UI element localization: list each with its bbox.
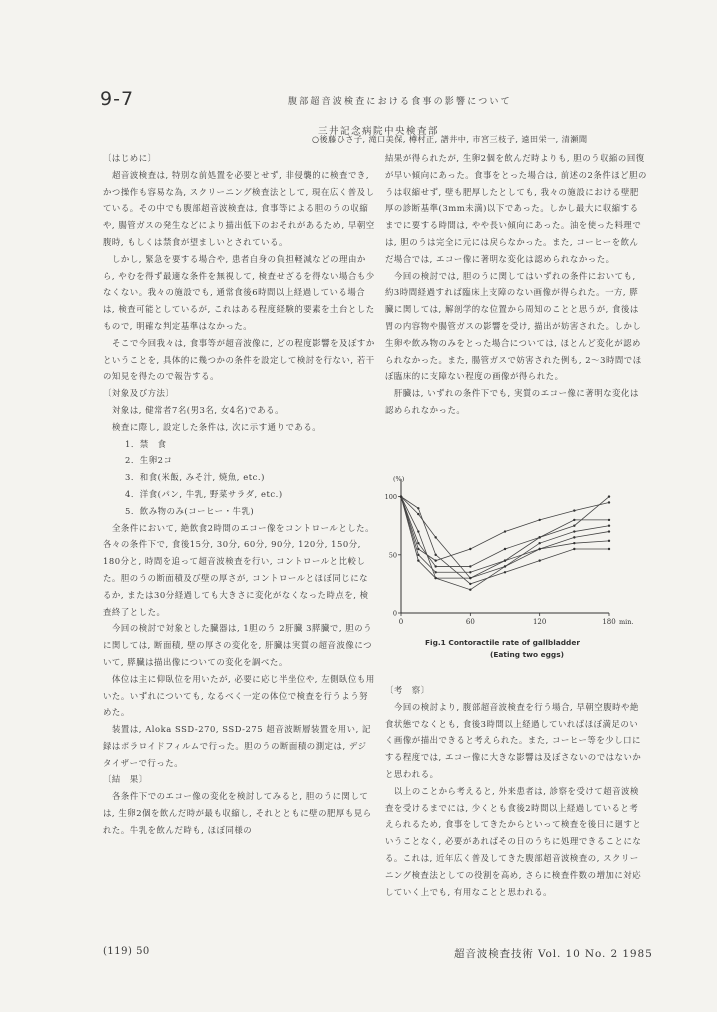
paragraph: 各条件下でのエコー像の変化を検討してみると, 胆のうに関しては, 生卵2個を飲んだ時が最も収縮し, それとともに壁の肥厚も見られた。牛乳を飲んだ時も, ほぼ同様の [103,791,372,835]
data-point [469,577,471,579]
right-column-bottom [385,682,647,900]
data-point [608,501,610,503]
data-point [573,519,575,521]
data-point [608,495,610,497]
y-axis-label: (%) [393,475,405,483]
data-point [504,565,506,567]
section-code: 9-7 [100,88,135,110]
data-point [417,554,419,556]
data-point [538,536,540,538]
data-point [573,530,575,532]
data-point [469,589,471,591]
data-point [504,571,506,573]
paragraph: 今回の検討より, 腹部超音波検査を行う場合, 早朝空腹時や絶食状態でなくとも, 食後3時間以上経過していればほぼ満足のいく画像が描出できると考えられた。また, コーヒー等を少し口にする程度では, エコー像に大きな影響は及ぼさないのではないかと思われる。 [385,701,642,779]
section-heading: 〔結 果〕 [103,774,148,785]
author-list: ○後藤ひさ子, 滝口美保, 樽村正, 譜井中, 市宮三枝子, 遠田栄一, 清瀬聞 [312,134,588,144]
data-point [538,542,540,544]
data-point [434,536,436,538]
affiliation: 三井記念病院中央検査部 [318,126,440,137]
x-tick-label: 60 [465,618,475,626]
paper-title: 腹部超音波検査における食事の影響について [288,97,512,107]
right-column-top [385,150,647,419]
gallbladder-figure [385,465,647,675]
data-point [434,577,436,579]
data-point [608,519,610,521]
paragraph: 全条件において, 絶飲食2時間のエコー像をコントロールとした。各々の条件下で, 食後15分, 30分, 60分, 90分, 120分, 150分, 180分と, 時間を追って超音波検査を行い, コントロールと比較した。胆のうの断面積及び壁の厚さが, コントロールとほぼ同じになるか, または30分経過しても大きさに変化がなくなった時点を, 検査終了とした。 [103,522,375,617]
data-point [573,542,575,544]
data-point [504,548,506,550]
data-point [417,542,419,544]
paragraph: 体位は主に仰臥位を用いたが, 必要に応じ半坐位や, 左側臥位も用いた。いずれについても, なるべく一定の体位で検査を行うよう努めた。 [103,673,375,718]
paragraph: 超音波検査は, 特別な前処置を必要とせず, 非侵襲的に検査でき, かつ操作も容易な為, スクリーニング検査法として, 現在広く普及している。その中でも腹部超音波検査は, 食事等による胆のうの収縮や, 腸管ガスの発生などにより描出低下のおそれがあるため, 早朝空腹時, もしくは禁食が望ましいとされている。 [103,169,375,247]
data-point [417,530,419,532]
x-tick-label: 0 [398,618,404,626]
page-number: (119) 50 [103,946,150,957]
data-point [608,540,610,542]
data-point [469,548,471,550]
y-tick-label: 0 [392,609,397,618]
section-heading: 〔対象及び方法〕 [103,388,175,399]
list-item: 4．洋食(パン, 牛乳, 野菜サラダ, etc.) [125,488,283,499]
data-point [434,559,436,561]
chart-text [385,475,634,659]
data-point [538,519,540,521]
left-column [103,150,375,839]
x-axis-label: min. [619,618,634,626]
series-line [401,497,609,590]
paragraph: 検査に際し, 設定した条件は, 次に示す通りである。 [112,421,322,432]
data-point [417,513,419,515]
list-item: 1．禁 食 [125,438,167,449]
chart-series [400,495,610,590]
data-point [608,530,610,532]
data-point [573,548,575,550]
data-point [573,536,575,538]
data-point [469,583,471,585]
x-tick-label: 120 [532,618,547,626]
data-point [504,530,506,532]
data-point [504,559,506,561]
series-line [401,497,609,561]
y-tick-label: 50 [388,551,397,560]
paragraph: 対象は, 健常者7名(男3名, 女4名)である。 [112,404,284,415]
list-item: 2．生卵2コ [125,455,173,466]
paragraph: 結果が得られたが, 生卵2個を飲んだ時よりも, 胆のう収縮の回復が早い傾向にあった。食事をとった場合は, 前述の2条件ほど胆のうは収縮せず, 壁も肥厚したとしても, 我々の施設における壁肥厚の診断基準(3mm未満)以下であった。しかし最大に収縮するまでに要する時間は, やや長い傾向にあった。油を使った料理では, 胆のうは完全に元には戻らなかった。また, コーヒーを飲んだ場合では, エコー像に著明な変化は認められなかった。 [385,153,647,264]
x-tick-label: 180 [602,618,616,626]
paragraph: 以上のことから考えると, 外来患者は, 診察を受けて超音波検査を受けるまでには, 少くとも食後2時間以上経過していると考えられるため, 食事をしてきたからといって検査を後日に廻すということなく, 必要があればその日のうちに処理できることになる。これは, 近年広く普及してきた腹部超音波検査の, スクリーニング検査法としての役割を高め, さらに検査件数の増加に対応していく上でも, 有用なことと思われる。 [385,785,642,897]
data-point [608,548,610,550]
chart-axes [398,479,609,616]
data-point [417,559,419,561]
data-point [417,548,419,550]
figure-caption: Fig.1 Contoractile rate of gallbladder [425,638,580,647]
paragraph: そこで今回我々は, 食事等が超音波像に, どの程度影響を及ぼすかということを, 具体的に幾つかの条件を設定して検討を行ない, 若干の知見を得たので報告する。 [103,337,375,382]
data-point [573,509,575,511]
section-heading: 〔はじめに〕 [103,153,157,163]
paragraph: 装置は, Aloka SSD-270, SSD-275 超音波断層装置を用い, 記録はポラロイドフィルムで行った。胆のうの断面積の測定は, デジタイザーで行った。 [103,724,371,768]
data-point [434,565,436,567]
paragraph: 今回の検討では, 胆のうに関してはいずれの条件においても, 約3時間経過すれば臨床上支障のない画像が得られた。一方, 膵臓に関しては, 解剖学的な位置から周知のことと思うが, 食後は胃の内容物や腸管ガスの影響を受け, 描出が妨害された。しかし生卵や飲み物のみをとった場合については, ほとんど変化が認められなかった。また, 腸管ガスで妨害された例も, 2～3時間でほぼ臨床的に支障ない程度の画像が得られた。 [385,270,642,382]
list-item: 3．和食(米飯, みそ汁, 焼魚, etc.) [125,472,265,483]
data-point [434,554,436,556]
paragraph: 肝臓は, いずれの条件下でも, 実質のエコー像に著明な変化は認められなかった。 [385,388,639,415]
data-point [417,507,419,509]
section-heading: 〔考 察〕 [385,685,430,695]
data-point [469,571,471,573]
data-point [400,495,402,497]
data-point [608,525,610,527]
data-point [573,525,575,527]
y-tick-label: 100 [385,493,397,502]
data-point [434,571,436,573]
paragraph: 今回の検討で対象とした臓器は, 1胆のう 2肝臓 3膵臓で, 胆のうに関しては, 断面積, 壁の厚さの変化を, 肝臓は実質の超音波像について, 膵臓は描出像についての変化を調べた。 [103,623,373,667]
paragraph: しかし, 緊急を要する場合や, 患者自身の負担軽減などの理由から, やむを得ず最適な条件を無視して, 検査せざるを得ない場合も少なくない。我々の施設でも, 通常食後6時間以上経過している場合は, 検査可能としているが, これはある程度経験的要素を土台としたもので, 明確な判定基準はなかった。 [103,253,375,331]
journal-info: 超音波検査技術 Vol. 10 No. 2 1985 [454,948,653,960]
figure-subcaption: (Eating two eggs) [490,650,564,659]
list-item: 5．飲み物のみ(コーヒー・牛乳) [125,505,255,516]
data-point [538,548,540,550]
data-point [469,565,471,567]
data-point [538,559,540,561]
